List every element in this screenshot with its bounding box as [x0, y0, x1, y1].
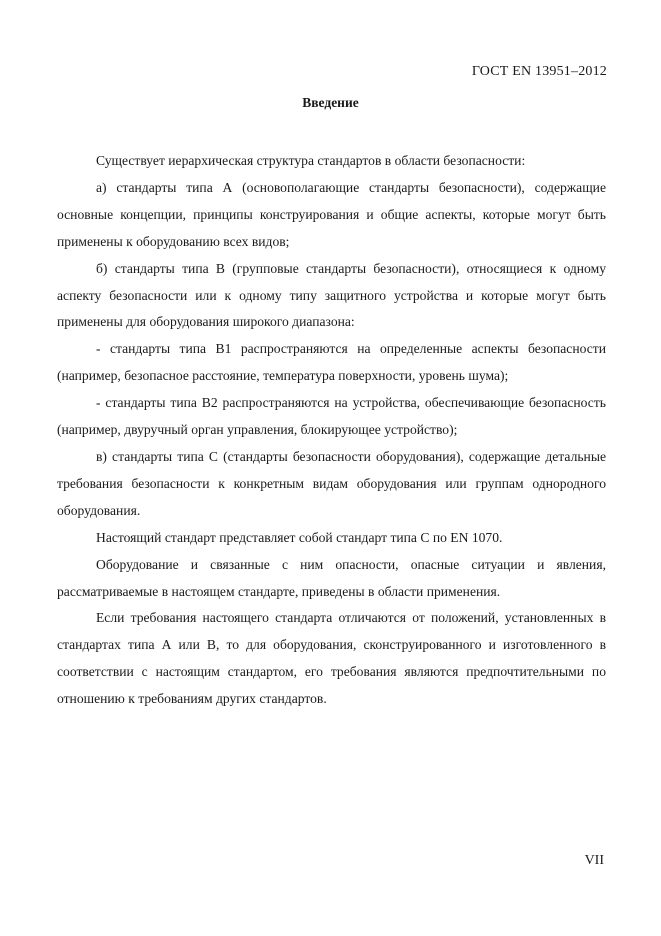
paragraph-hazards: Оборудование и связанные с ним опасности, опасные ситуации и явления, рассматриваемые в настоящем стандарте, приведены в области применения.	[57, 556, 606, 599]
paragraph-type-b1: - стандарты типа В1 распространяются на определенные аспекты безопасности (например, безопасное расстояние, температура поверхности, уровень шума);	[57, 341, 606, 384]
section-title: Введение	[302, 95, 359, 110]
paragraph-precedence: Если требования настоящего стандарта отличаются от положений, установленных в стандартах типа А или В, то для оборудования, сконструированного и изготовленного в соответствии с настоящим стандартом, его требования являются предпочтительными по отношению к требованиям других стандартов.	[57, 610, 606, 707]
paragraph-type-b2: - стандарты типа В2 распространяются на устройства, обеспечивающие безопасность (например, двуручный орган управления, блокирующее устройство);	[57, 395, 606, 438]
document-code: ГОСТ EN 13951–2012	[471, 64, 607, 79]
paragraph-type-b: б) стандарты типа В (групповые стандарты безопасности), относящиеся к одному аспекту безопасности или к одному типу защитного устройства и которые могут быть применены для оборудования широкого диапазона:	[57, 260, 606, 330]
paragraph-standard-type: Настоящий стандарт представляет собой стандарт типа С по EN 1070.	[96, 529, 503, 545]
paragraph-type-c: в) стандарты типа С (стандарты безопасности оборудования), содержащие детальные требования безопасности к конкретным видам оборудования или группам однородного оборудования.	[57, 448, 606, 518]
page-number: VII	[584, 853, 604, 868]
paragraph-intro: Существует иерархическая структура стандартов в области безопасности:	[96, 153, 526, 168]
paragraph-type-a: а) стандарты типа А (основополагающие стандарты безопасности), содержащие основные концепции, принципы конструирования и общие аспекты, которые могут быть применены к оборудованию всех видов;	[57, 179, 606, 249]
body-text	[57, 148, 606, 713]
